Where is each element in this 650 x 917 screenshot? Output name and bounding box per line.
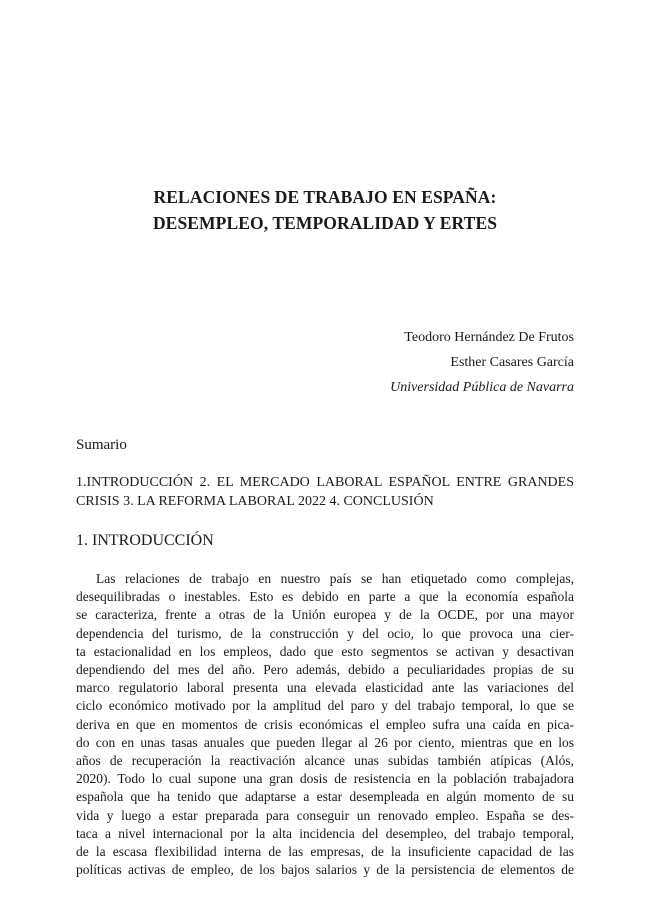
summary-heading: Sumario: [76, 437, 127, 453]
body-line: de la escasa flexibilidad interna de las empresas, de la insuficiente capacidad de las: [76, 844, 574, 860]
paper-title-line-1: RELACIONES DE TRABAJO EN ESPAÑA:: [153, 187, 497, 207]
paper-title-line-2: DESEMPLEO, TEMPORALIDAD Y ERTES: [152, 213, 498, 233]
paper-title: [0, 184, 650, 236]
body-line: do con en unas tasas anuales que pueden llegar al 26 por ciento, mientras que en los: [76, 734, 574, 750]
author-name: Teodoro Hernández De Frutos: [404, 330, 574, 345]
summary-text: 1.INTRODUCCIÓN 2. EL MERCADO LABORAL ESPAÑOL ENTRE GRANDES CRISIS 3. LA REFORMA LABORAL 2022 4. CONCLUSIÓN: [76, 475, 574, 509]
body-line: dependiendo del mes del año. Pero además, debido a peculiaridades propias de su: [76, 662, 574, 678]
body-line: Las relaciones de trabajo en nuestro país se han etiquetado como complejas,: [96, 571, 574, 586]
section-heading: 1. INTRODUCCIÓN: [76, 532, 214, 549]
body-line: años de recuperación la reactivación alcance unas subidas también atípicas (Alós,: [76, 753, 574, 769]
author-name: Esther Casares García: [450, 355, 574, 370]
body-line: dependencia del turismo, de la construcción y del ocio, lo que provoca una cier-: [76, 625, 574, 641]
body-line: desequilibradas o inestables. Esto es debido en parte a que la economía española: [76, 589, 574, 605]
section-body: [76, 570, 574, 879]
body-line: políticas activas de empleo, de los bajos salarios y de la persistencia de elementos de: [76, 862, 574, 878]
body-line: ciclo económico motivado por la amplitud del paro y del trabajo temporal, lo que se: [76, 698, 574, 714]
author-block: [390, 325, 574, 400]
body-line: española que ha tenido que adaptarse a estar desempleada en algún momento de su: [76, 789, 574, 805]
body-line: deriva en que en momentos de crisis económicas el empleo sufra una caída en pica-: [76, 716, 574, 732]
body-line: ta estacionalidad en los empleos, dado que esto segmentos se activan y desactivan: [76, 643, 574, 659]
body-line: 2020). Todo lo cual supone una gran dosis de resistencia en la población trabajadora: [76, 771, 574, 787]
body-line: vida y luego a estar preparada para conseguir un renovado empleo. España se des-: [76, 807, 574, 823]
body-line: taca a nivel internacional por la alta incidencia del desempleo, del trabajo temporal,: [76, 825, 574, 841]
body-line: se caracteriza, frente a otras de la Unión europea y de la OCDE, por una mayor: [76, 607, 574, 623]
body-line: marco regulatorio laboral presenta una elevada elasticidad ante las variaciones del: [76, 680, 574, 696]
author-affiliation: Universidad Pública de Navarra: [390, 380, 574, 395]
